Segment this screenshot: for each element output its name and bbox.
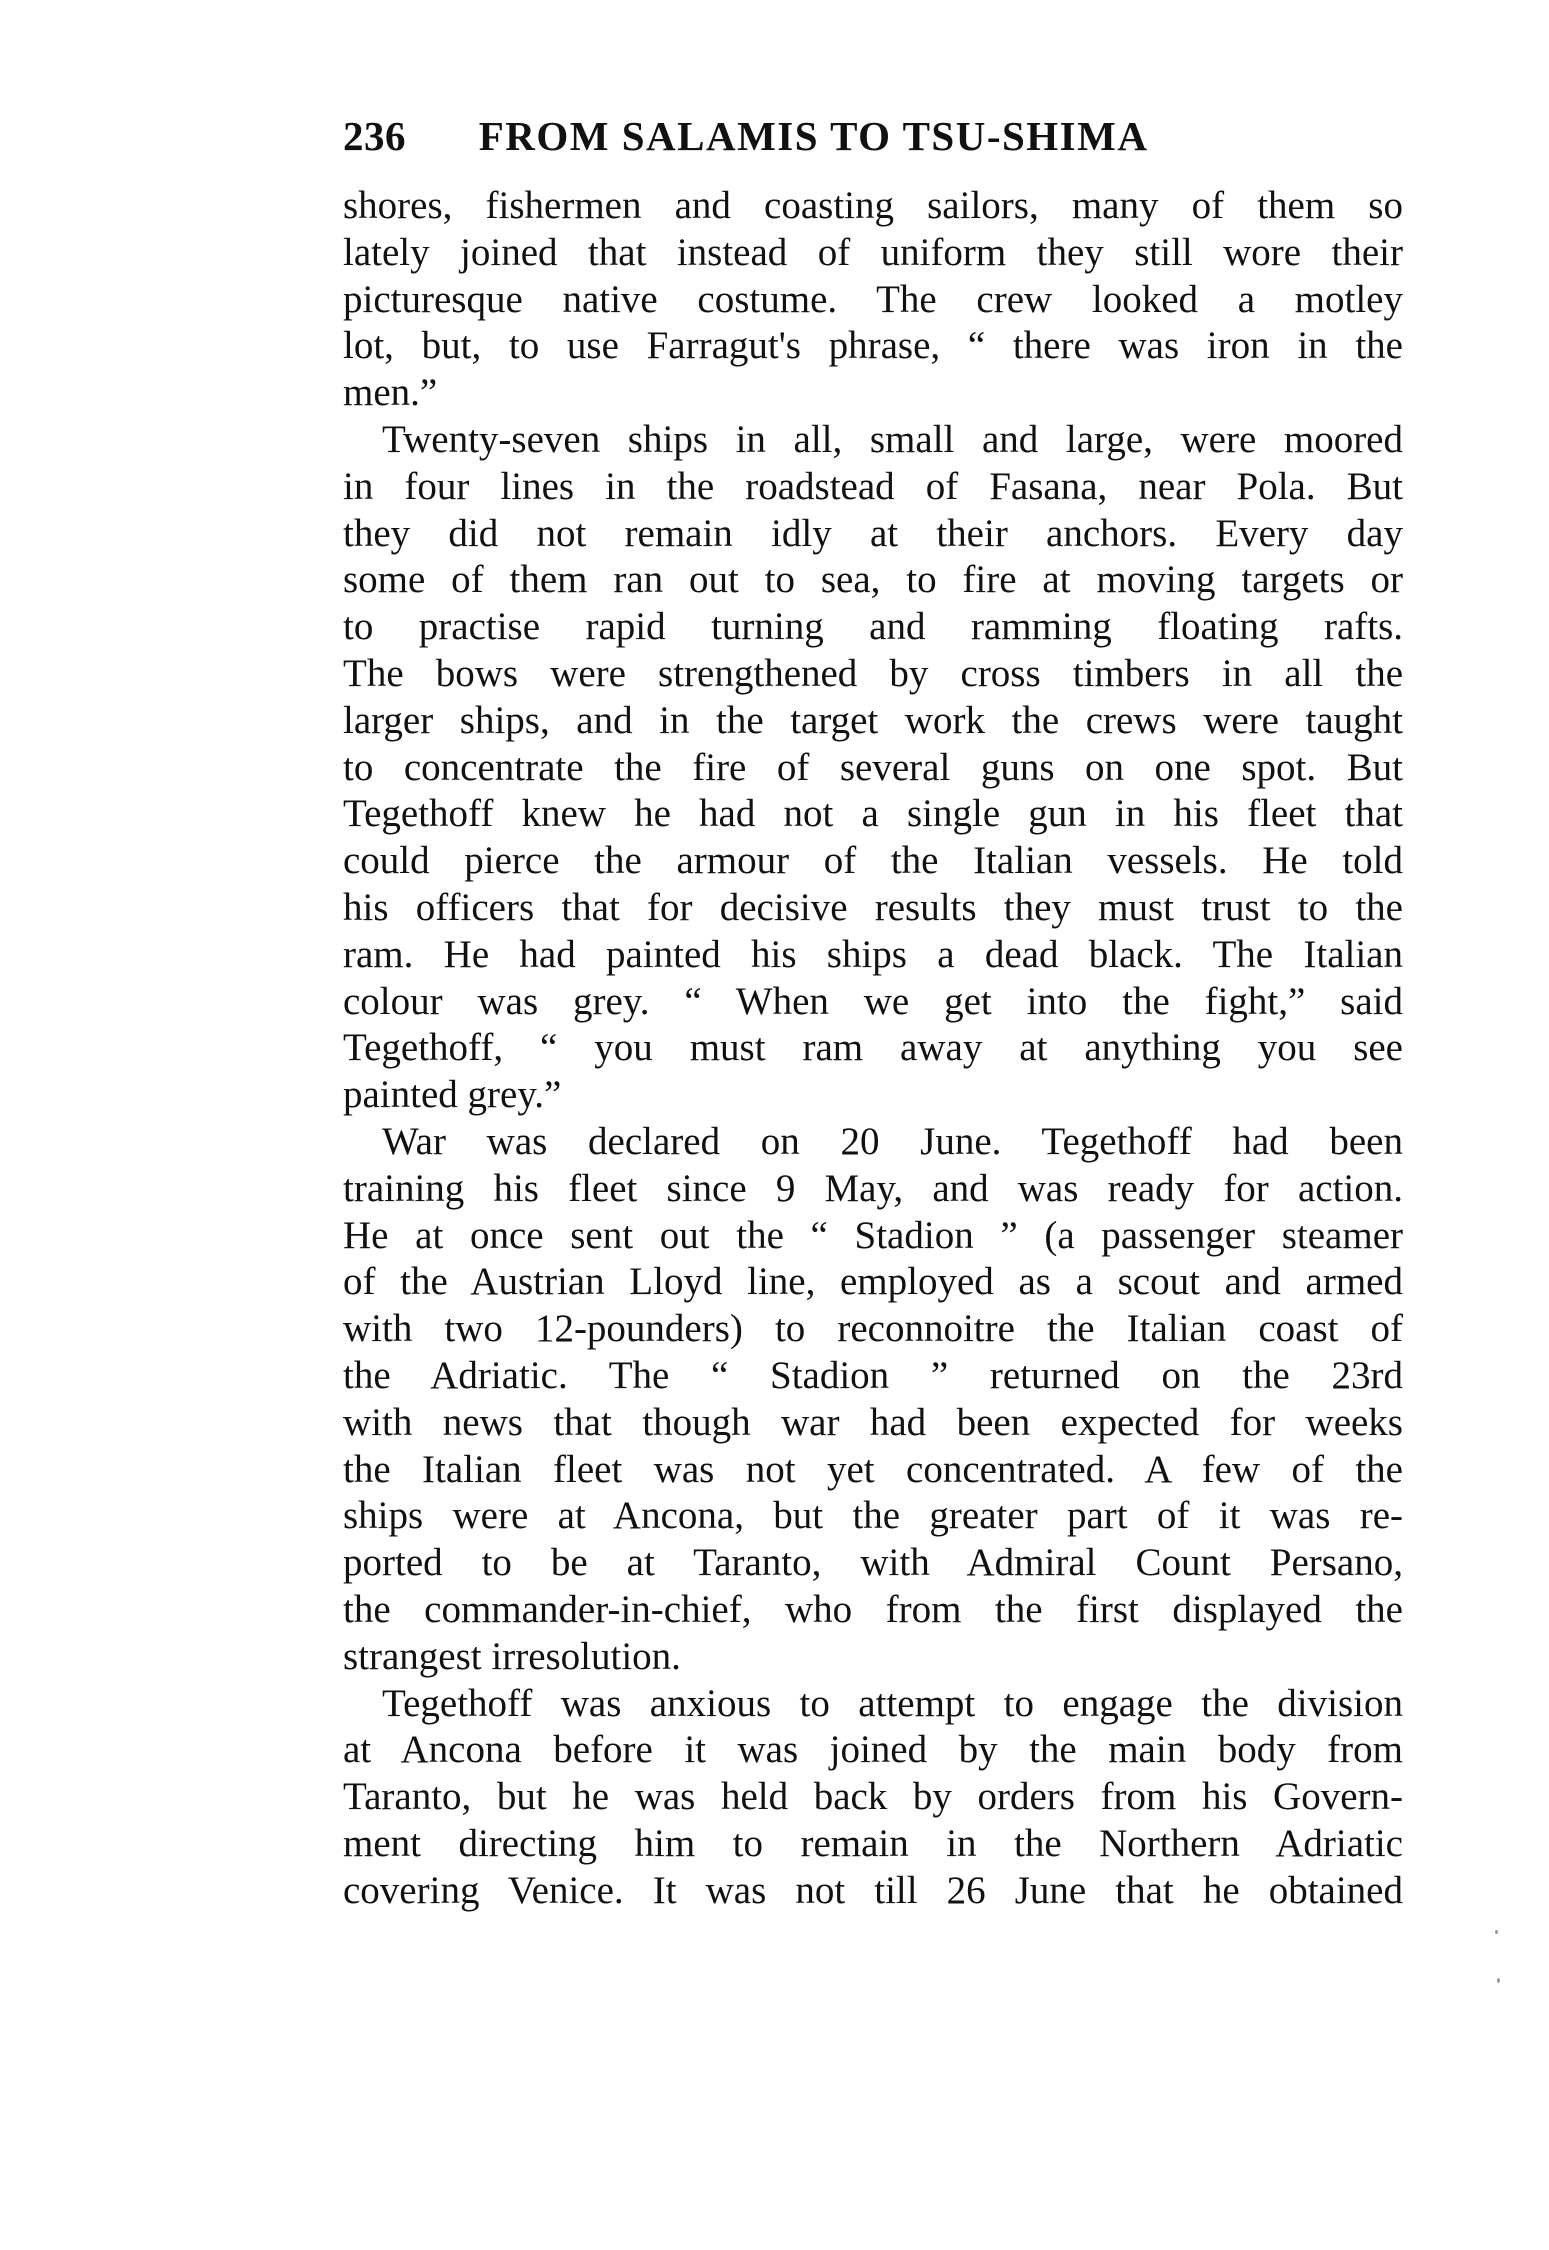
text-line: lately joined that instead of uniform they still wore their (343, 230, 1403, 274)
body-text (343, 183, 1403, 1914)
running-title: FROM SALAMIS TO TSU-SHIMA (478, 113, 1149, 159)
text-line: they did not remain idly at their anchors. Every day (343, 511, 1403, 555)
scan-speck (1495, 1930, 1498, 1934)
text-line: larger ships, and in the target work the crews were taught (343, 698, 1403, 742)
text-line: ram. He had painted his ships a dead black. The Italian (343, 932, 1403, 976)
text-line: The bows were strengthened by cross timbers in all the (343, 651, 1403, 695)
text-line: He at once sent out the “ Stadion ” (a passenger steamer (343, 1213, 1403, 1257)
text-line: shores, fishermen and coasting sailors, many of them so (343, 184, 1403, 227)
running-header (343, 112, 1403, 172)
text-line: the Italian fleet was not yet concentrated. A few of the (343, 1447, 1403, 1491)
text-line: painted grey.” (343, 1073, 562, 1117)
text-line: to practise rapid turning and ramming floating rafts. (343, 605, 1403, 649)
text-line: colour was grey. “ When we get into the fight,” said (343, 979, 1403, 1023)
text-line: ment directing him to remain in the Northern Adriatic (343, 1821, 1403, 1865)
text-line: training his fleet since 9 May, and was ready for action. (343, 1166, 1403, 1210)
text-line: covering Venice. It was not till 26 June that he obtained (343, 1868, 1403, 1912)
text-line: ships were at Ancona, but the greater part of it was re- (343, 1494, 1403, 1538)
text-line: with two 12-pounders) to reconnoitre the Italian coast of (343, 1307, 1403, 1351)
text-line: lot, but, to use Farragut's phrase, “ there was iron in the (343, 324, 1403, 368)
text-line: ported to be at Taranto, with Admiral Count Persano, (343, 1541, 1403, 1585)
text-line: in four lines in the roadstead of Fasana, near Pola. But (343, 464, 1403, 508)
text-line: with news that though war had been expected for weeks (343, 1400, 1403, 1444)
text-line: men.” (343, 371, 438, 415)
text-line: could pierce the armour of the Italian vessels. He told (343, 839, 1403, 883)
text-line: Taranto, but he was held back by orders from his Govern- (343, 1775, 1403, 1819)
text-line: Twenty-seven ships in all, small and large, were moored (382, 417, 1403, 461)
text-line: Tegethoff was anxious to attempt to engage the division (382, 1681, 1403, 1725)
text-line: Tegethoff knew he had not a single gun in his fleet that (343, 792, 1403, 836)
text-line: to concentrate the fire of several guns on one spot. But (343, 745, 1403, 789)
page-number: 236 (343, 113, 406, 159)
text-line: picturesque native costume. The crew looked a motley (343, 277, 1403, 321)
text-line: the commander-in-chief, who from the first displayed the (343, 1587, 1403, 1631)
text-line: strangest irresolution. (343, 1634, 681, 1678)
text-line: War was declared on 20 June. Tegethoff had been (382, 1119, 1403, 1163)
text-line: the Adriatic. The “ Stadion ” returned on the 23rd (343, 1353, 1403, 1397)
scan-speck (1497, 1978, 1500, 1983)
text-line: at Ancona before it was joined by the main body from (343, 1728, 1403, 1772)
text-line: his officers that for decisive results they must trust to the (343, 885, 1403, 929)
text-line: of the Austrian Lloyd line, employed as a scout and armed (343, 1260, 1403, 1304)
text-line: Tegethoff, “ you must ram away at anything you see (343, 1026, 1403, 1070)
text-line: some of them ran out to sea, to fire at moving targets or (343, 558, 1403, 602)
